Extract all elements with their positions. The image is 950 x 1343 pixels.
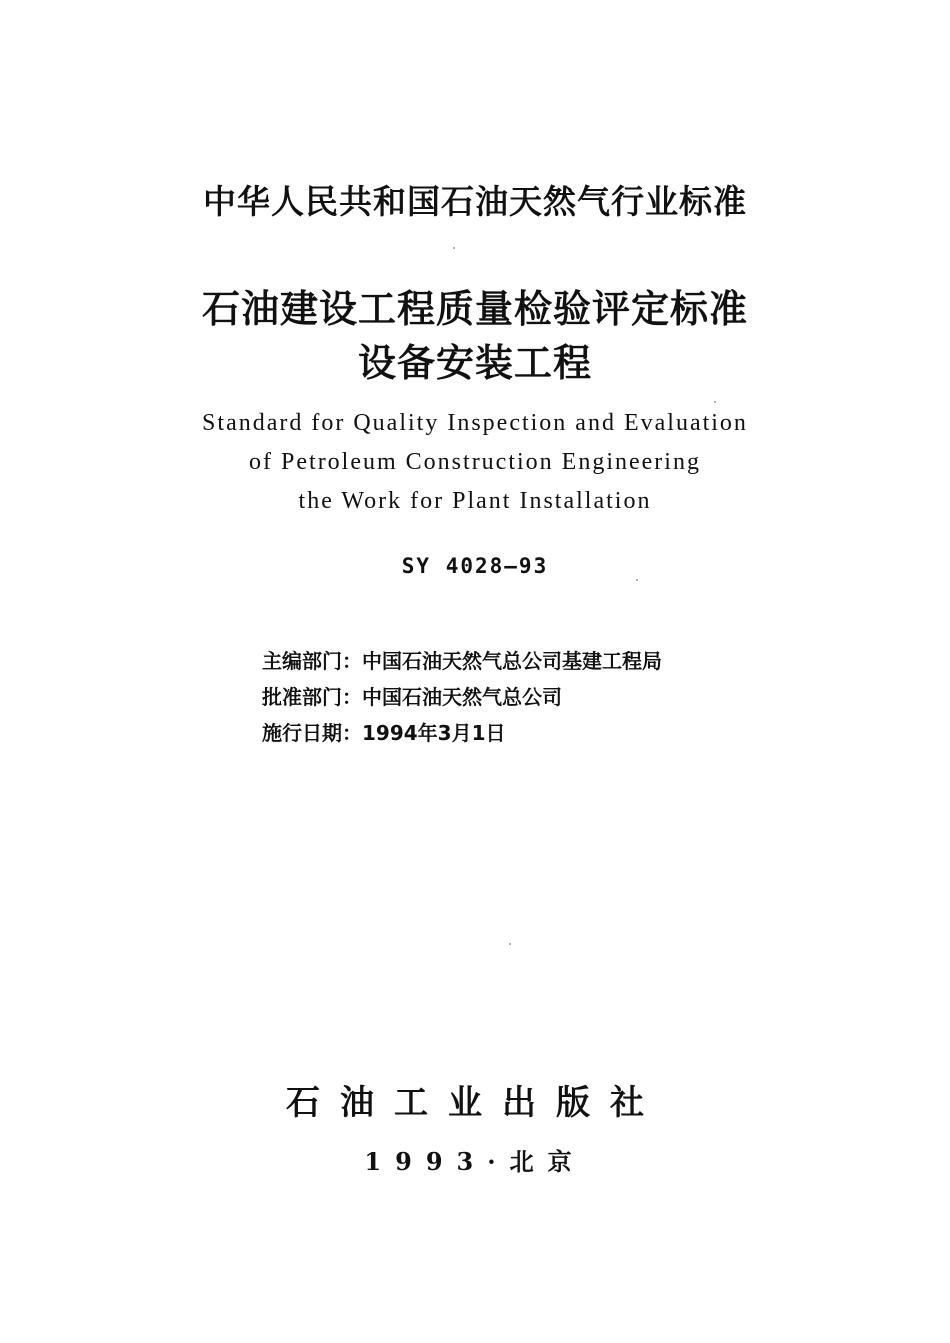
- scan-speck: [636, 579, 638, 581]
- sub-title: 设备安装工程: [357, 340, 592, 385]
- effective-date: 施行日期：1994年3月1日: [262, 721, 506, 745]
- english-title-line-1: Standard for Quality Inspection and Evaluation: [202, 410, 748, 436]
- publisher-name: 石油工业出版社: [286, 1083, 664, 1123]
- editor-department: 主编部门：中国石油天然气总公司基建工程局: [262, 649, 662, 673]
- english-title-line-2: of Petroleum Construction Engineering: [249, 449, 701, 475]
- publish-year-place: 1993·北京: [364, 1147, 586, 1176]
- standard-code: SY 4028—93: [401, 554, 549, 578]
- scan-speck: [509, 943, 511, 945]
- series-title: 中华人民共和国石油天然气行业标准: [203, 182, 747, 221]
- scan-speck: [714, 401, 716, 403]
- main-title: 石油建设工程质量检验评定标准: [201, 286, 748, 331]
- approving-department: 批准部门：中国石油天然气总公司: [262, 685, 562, 709]
- scan-speck: [453, 247, 455, 249]
- english-title-line-3: the Work for Plant Installation: [298, 488, 652, 514]
